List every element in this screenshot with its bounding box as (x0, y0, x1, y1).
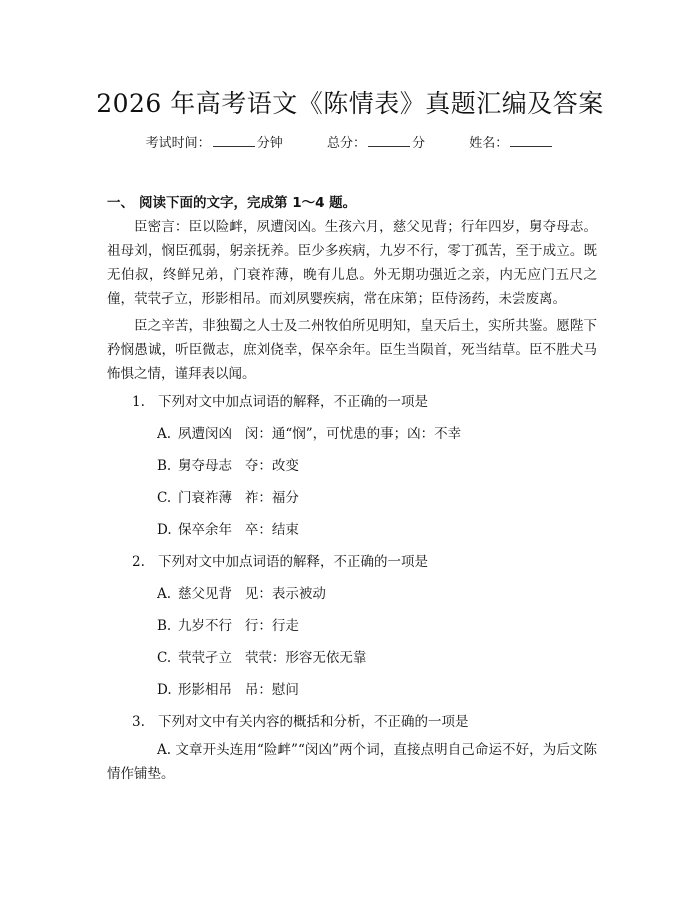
option-letter: A. (157, 586, 172, 602)
time-label: 考试时间： (145, 136, 211, 151)
name-label: 姓名： (469, 136, 509, 151)
option-text: 茕茕孑立 茕茕：形容无依无靠 (178, 650, 367, 666)
option-letter: A. (157, 426, 172, 442)
passage-paragraph: 臣密言：臣以险衅，夙遭闵凶。生孩六月，慈父见背；行年四岁，舅夺母志。祖母刘，悯臣孤弱，躬亲抚养。臣少多疾病，九岁不行，零丁孤苦，至于成立。既无伯叔，终鲜兄弟，门衰祚薄，晚有儿息。外无期功强近之亲，内无应门五尺之僮，茕茕孑立，形影相吊。而刘夙婴疾病，常在床第；臣侍汤药，未尝废离。 (107, 219, 597, 307)
section-heading (107, 191, 356, 211)
option-letter: D. (157, 682, 172, 698)
question-number: 2. (132, 554, 145, 570)
question-2 (132, 550, 428, 570)
page-title: 2026 年高考语文《陈情表》真题汇编及答案 (96, 89, 604, 118)
time-blank (213, 136, 255, 147)
section-number: 一、 (107, 195, 134, 211)
option-2d (157, 678, 299, 698)
score-unit: 分 (412, 136, 426, 151)
question-1 (132, 390, 428, 410)
option-letter: D. (157, 522, 172, 538)
exam-info-line (0, 132, 700, 151)
name-blank (510, 136, 552, 147)
section-text: 阅读下面的文字，完成第 1～4 题。 (139, 195, 357, 211)
option-2b (157, 614, 299, 634)
option-letter: A. (157, 742, 172, 758)
option-text: 形影相吊 吊：慰问 (178, 682, 299, 698)
option-letter: C. (157, 490, 172, 506)
option-1a (157, 422, 461, 442)
option-1b (157, 454, 299, 474)
question-3 (132, 710, 469, 730)
question-stem: 下列对文中加点词语的解释，不正确的一项是 (158, 394, 428, 410)
question-stem: 下列对文中有关内容的概括和分析，不正确的一项是 (158, 714, 469, 730)
time-unit: 分钟 (256, 136, 283, 151)
question-number: 1. (132, 394, 145, 410)
question-stem: 下列对文中加点词语的解释，不正确的一项是 (158, 554, 428, 570)
option-text: 保卒余年 卒：结束 (178, 522, 299, 538)
score-label: 总分： (326, 136, 366, 151)
option-text: 门衰祚薄 祚：福分 (178, 490, 299, 506)
option-text: 九岁不行 行：行走 (178, 618, 299, 634)
option-letter: B. (157, 618, 172, 634)
option-3a (107, 738, 597, 786)
question-number: 3. (132, 714, 145, 730)
option-2a (157, 582, 326, 602)
option-2c (157, 646, 366, 666)
passage-paragraph: 臣之辛苦，非独蜀之人士及二州牧伯所见明知，皇天后土，实所共鉴。愿陛下矜悯愚诚，听臣微志，庶刘侥幸，保卒余年。臣生当陨首，死当结草。臣不胜犬马怖惧之情，谨拜表以闻。 (107, 318, 597, 382)
option-text: 舅夺母志 夺：改变 (178, 458, 299, 474)
score-blank (368, 136, 410, 147)
option-text: 文章开头连用“险衅”“闵凶”两个词，直接点明自己命运不好，为后文陈情作铺垫。 (107, 742, 597, 782)
option-text: 夙遭闵凶 闵：通“悯”，可忧患的事；凶：不幸 (178, 426, 462, 442)
option-text: 慈父见背 见：表示被动 (178, 586, 326, 602)
option-letter: B. (157, 458, 172, 474)
option-letter: C. (157, 650, 172, 666)
option-1c (157, 486, 299, 506)
option-1d (157, 518, 299, 538)
